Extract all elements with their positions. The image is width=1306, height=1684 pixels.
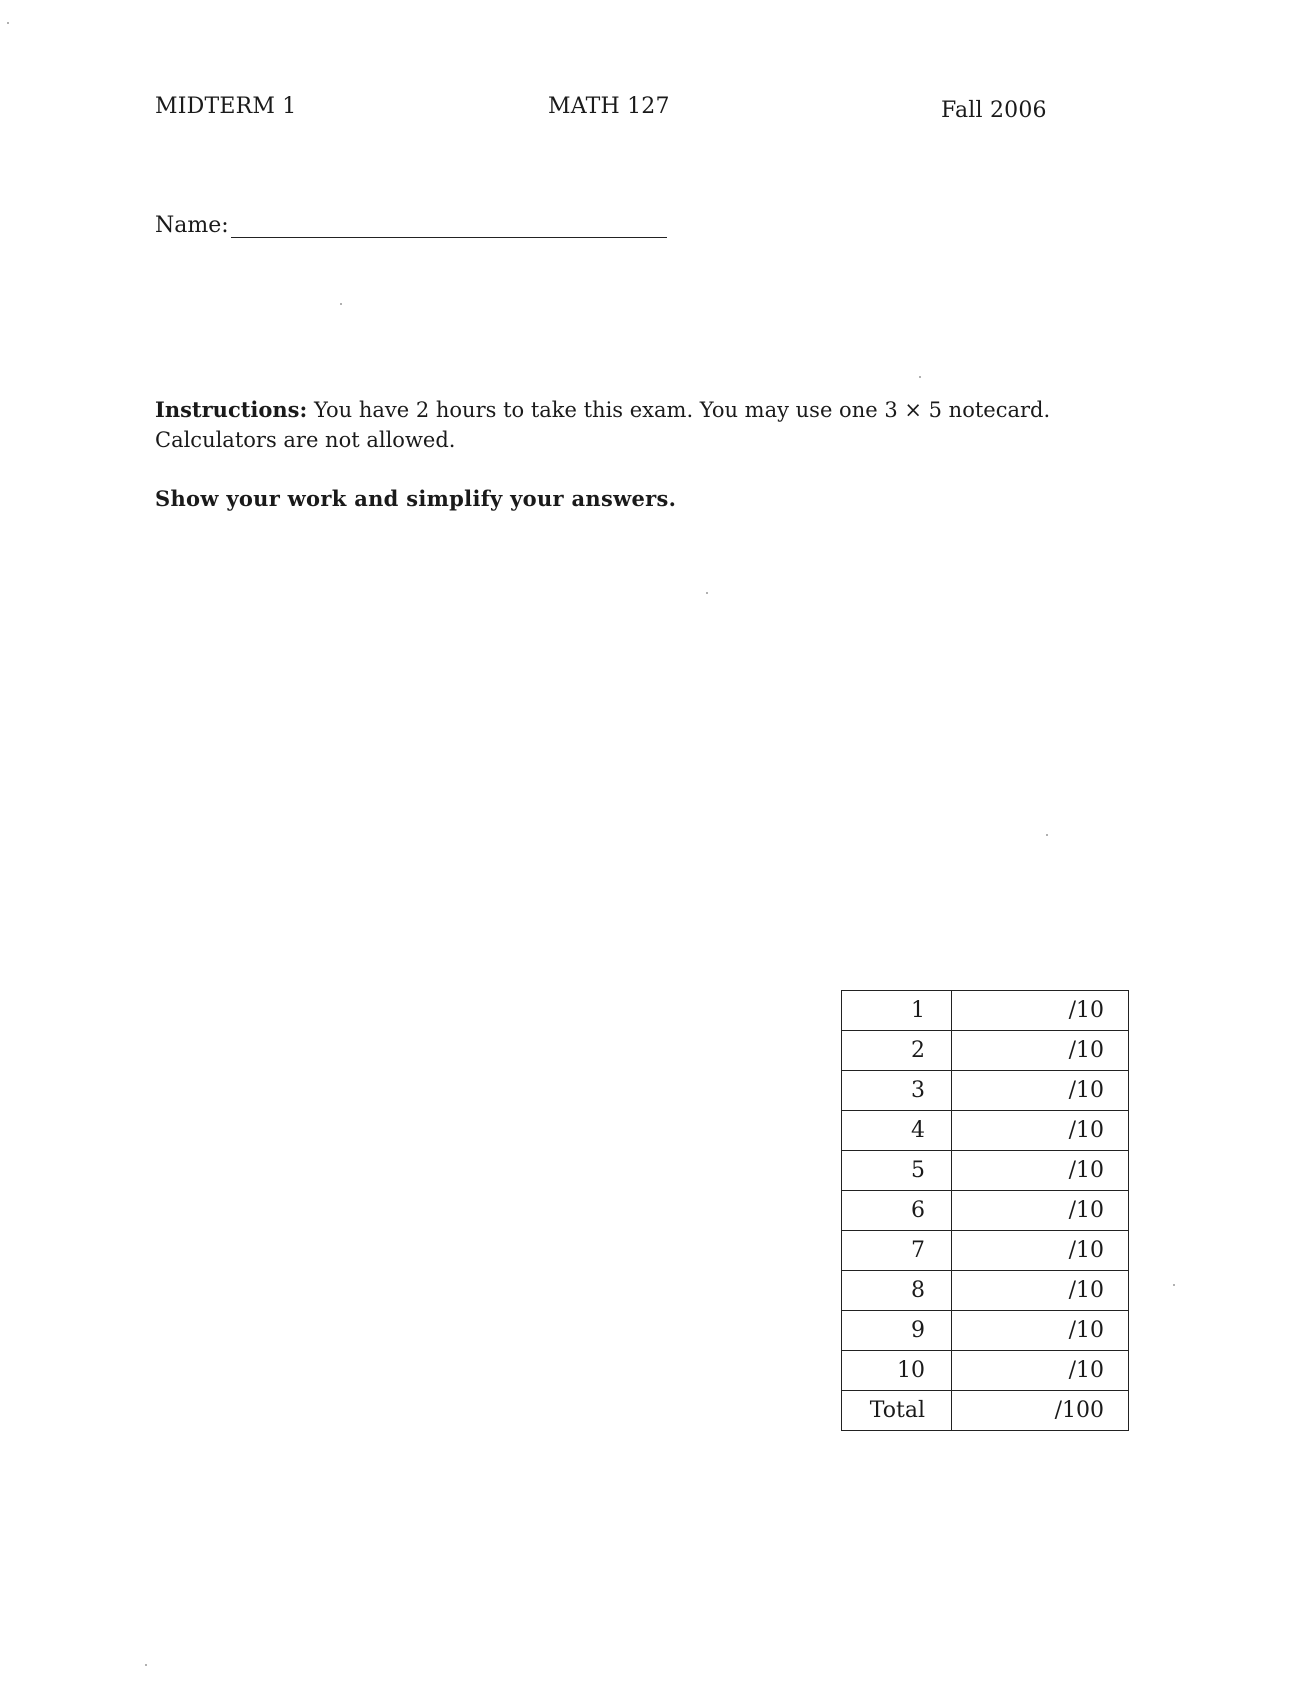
points-cell: /10 [952,1231,1129,1271]
term: Fall 2006 [941,98,1047,123]
scan-speck [340,303,342,305]
question-number-cell: 8 [842,1271,952,1311]
question-number-cell: 5 [842,1151,952,1191]
score-row [842,991,1129,1031]
score-row [842,1031,1129,1071]
scan-speck [1173,1284,1175,1286]
points-cell: /10 [952,1031,1129,1071]
points-cell: /10 [952,1271,1129,1311]
question-number-cell: Total [842,1391,952,1431]
scan-speck [706,592,708,594]
question-number-cell: 9 [842,1311,952,1351]
score-row [842,1231,1129,1271]
question-number-cell: 1 [842,991,952,1031]
name-blank-line [231,213,667,238]
show-work-notice: Show your work and simplify your answers. [155,486,677,511]
score-row [842,1151,1129,1191]
points-cell: /10 [952,1071,1129,1111]
score-row [842,1191,1129,1231]
name-field [155,213,667,238]
points-cell: /10 [952,1151,1129,1191]
instructions-block [155,395,1135,455]
points-cell: /10 [952,1351,1129,1391]
score-row [842,1391,1129,1431]
name-label: Name: [155,213,229,238]
points-cell: /10 [952,1111,1129,1151]
score-row [842,1271,1129,1311]
points-cell: /10 [952,1191,1129,1231]
question-number-cell: 3 [842,1071,952,1111]
question-number-cell: 10 [842,1351,952,1391]
score-table [841,990,1129,1431]
question-number-cell: 4 [842,1111,952,1151]
question-number-cell: 6 [842,1191,952,1231]
instructions-line-2: Calculators are not allowed. [155,428,456,452]
score-row [842,1111,1129,1151]
score-row [842,1351,1129,1391]
score-row [842,1071,1129,1111]
points-cell: /100 [952,1391,1129,1431]
question-number-cell: 2 [842,1031,952,1071]
points-cell: /10 [952,991,1129,1031]
instructions-label: Instructions: [155,397,308,422]
scan-speck [1046,834,1048,836]
scan-speck [919,376,921,378]
instructions-line-1: You have 2 hours to take this exam. You may use one 3 × 5 notecard. [313,398,1051,422]
scan-speck [7,22,9,24]
course-name: MATH 127 [548,94,670,119]
scan-speck [145,1664,147,1666]
points-cell: /10 [952,1311,1129,1351]
score-row [842,1311,1129,1351]
exam-title: MIDTERM 1 [155,94,297,119]
question-number-cell: 7 [842,1231,952,1271]
